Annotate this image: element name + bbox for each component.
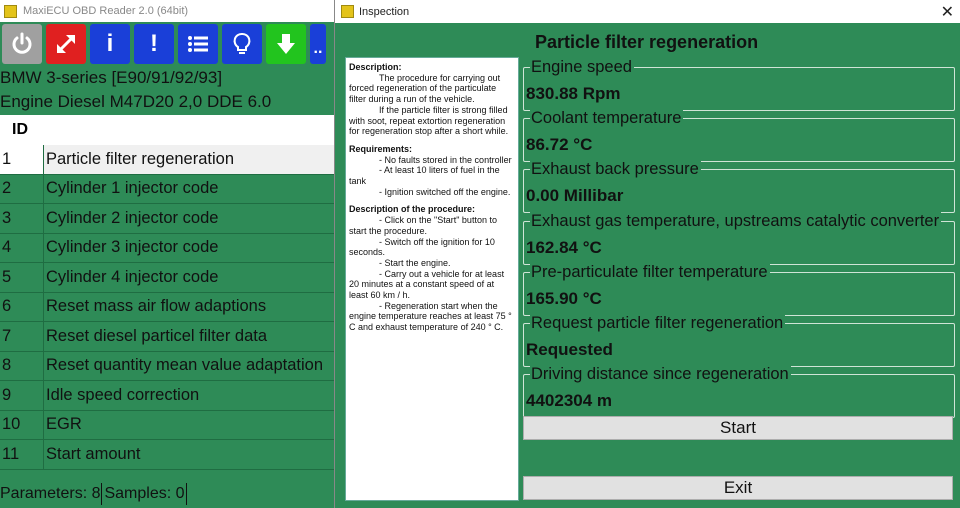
parameter-label: Pre-particulate filter temperature	[531, 262, 768, 281]
table-row[interactable]	[0, 352, 334, 382]
car-model: BMW 3-series [E90/91/92/93]	[0, 68, 223, 87]
power-icon[interactable]	[2, 24, 42, 64]
table-row[interactable]	[0, 234, 334, 264]
row-id: 1	[0, 145, 44, 174]
start-button[interactable]: Start	[523, 416, 953, 440]
download-icon[interactable]	[266, 24, 306, 64]
bulb-icon[interactable]	[222, 24, 262, 64]
row-function-name: Start amount	[46, 444, 141, 463]
status-divider	[101, 483, 102, 505]
description-section-text: - No faults stored in the controller - At least 10 liters of fuel in the tank - Ignition switched off the engine.	[349, 154, 512, 197]
grid-header	[0, 115, 334, 145]
description-section-heading: Requirements:	[349, 143, 413, 154]
parameter-label: Engine speed	[531, 58, 632, 76]
description-panel	[345, 57, 519, 501]
parameter-group	[523, 211, 955, 265]
inspection-dialog	[334, 0, 960, 508]
function-grid	[0, 115, 334, 470]
parameter-label: Driving distance since regeneration	[531, 365, 789, 384]
table-row[interactable]	[0, 411, 334, 441]
row-function-name: Cylinder 1 injector code	[46, 179, 219, 198]
dialog-title: Inspection	[359, 5, 410, 18]
engine-info: Engine Diesel M47D20 2,0 DDE 6.0	[0, 92, 272, 111]
row-id: 2	[0, 175, 44, 204]
dialog-title-bar	[335, 0, 960, 23]
parameter-group	[523, 365, 955, 418]
parameter-value: 0.00 Millibar	[526, 186, 624, 206]
vehicle-info	[0, 66, 334, 114]
app-icon	[341, 5, 354, 18]
row-id: 6	[0, 293, 44, 322]
id-column-header[interactable]: ID	[12, 121, 28, 138]
parameter-value: 165.90 °C	[526, 288, 602, 308]
table-row[interactable]	[0, 293, 334, 323]
table-row[interactable]	[0, 263, 334, 293]
row-id: 5	[0, 263, 44, 292]
table-row[interactable]	[0, 175, 334, 205]
alert-icon[interactable]: !	[134, 24, 174, 64]
row-id: 9	[0, 381, 44, 410]
parameter-label: Exhaust gas temperature, upstreams catalytic converter	[531, 211, 940, 230]
parameter-label: Coolant temperature	[531, 109, 682, 128]
row-function-name: Cylinder 3 injector code	[46, 238, 219, 257]
parameter-value: 4402304 m	[526, 391, 613, 411]
row-function-name: Cylinder 2 injector code	[46, 208, 219, 227]
parameter-group	[523, 58, 955, 111]
status-divider	[186, 483, 187, 505]
main-window-title: MaxiECU OBD Reader 2.0 (64bit)	[23, 5, 189, 17]
parameter-value: 162.84 °C	[526, 237, 602, 257]
table-row[interactable]	[0, 145, 334, 175]
row-id: 11	[0, 440, 44, 469]
parameter-group	[523, 262, 955, 316]
exit-button[interactable]: Exit	[523, 476, 953, 500]
parameter-value: 86.72 °C	[526, 135, 593, 155]
samples-count: Samples: 0	[104, 485, 185, 502]
row-function-name: Cylinder 4 injector code	[46, 267, 219, 286]
parameter-group	[523, 109, 955, 162]
expand-icon[interactable]	[46, 24, 86, 64]
description-section-text: - Click on the "Start" button to start the procedure. - Switch off the ignition for 10 seconds. - Start the engine. - Carry out a vehicle for at least 20 minutes at a constant speed of at least 60 km / h. - Regeneration start when the engine temperature reaches at least 75 ° C and exhaust temperature of 240 ° C.	[349, 215, 512, 333]
parameter-label: Request particle filter regeneration	[531, 314, 784, 332]
info-icon[interactable]: i	[90, 24, 130, 64]
parameter-group	[523, 160, 955, 213]
description-section-text: The procedure for carrying out forced regeneration of the particulate filter during a run of the vehicle. If the particle filter is strong filled with soot, repeat extortion regeneration for regeneration stop after a short while.	[349, 72, 509, 137]
procedure-heading: Particle filter regeneration	[535, 32, 759, 52]
description-section-heading: Description:	[349, 62, 402, 72]
row-function-name: Reset mass air flow adaptions	[46, 297, 267, 316]
row-function-name: Idle speed correction	[46, 385, 200, 404]
row-id: 3	[0, 204, 44, 233]
parameter-group	[523, 314, 955, 367]
parameter-value: 830.88 Rpm	[526, 84, 621, 103]
app-icon	[4, 5, 17, 18]
table-row[interactable]	[0, 381, 334, 411]
close-icon[interactable]: ✕	[940, 4, 954, 21]
main-title-bar	[0, 0, 334, 22]
table-row[interactable]	[0, 204, 334, 234]
table-row[interactable]	[0, 322, 334, 352]
list-icon[interactable]	[178, 24, 218, 64]
row-id: 8	[0, 352, 44, 381]
row-id: 10	[0, 411, 44, 440]
row-function-name: EGR	[46, 415, 82, 434]
description-section-heading: Description of the procedure:	[349, 204, 476, 215]
parameter-value: Requested	[526, 340, 613, 359]
parameter-label: Exhaust back pressure	[531, 160, 699, 179]
main-window	[0, 0, 334, 508]
row-id: 7	[0, 322, 44, 351]
table-row[interactable]	[0, 440, 334, 470]
row-function-name: Particle filter regeneration	[46, 149, 235, 168]
status-bar	[0, 482, 334, 506]
parameters-count: Parameters: 8	[0, 485, 101, 502]
toolbar	[0, 24, 336, 64]
row-id: 4	[0, 234, 44, 263]
row-function-name: Reset quantity mean value adaptation	[46, 356, 324, 375]
more-icon[interactable]: ..	[310, 24, 326, 64]
row-function-name: Reset diesel particel filter data	[46, 326, 268, 345]
